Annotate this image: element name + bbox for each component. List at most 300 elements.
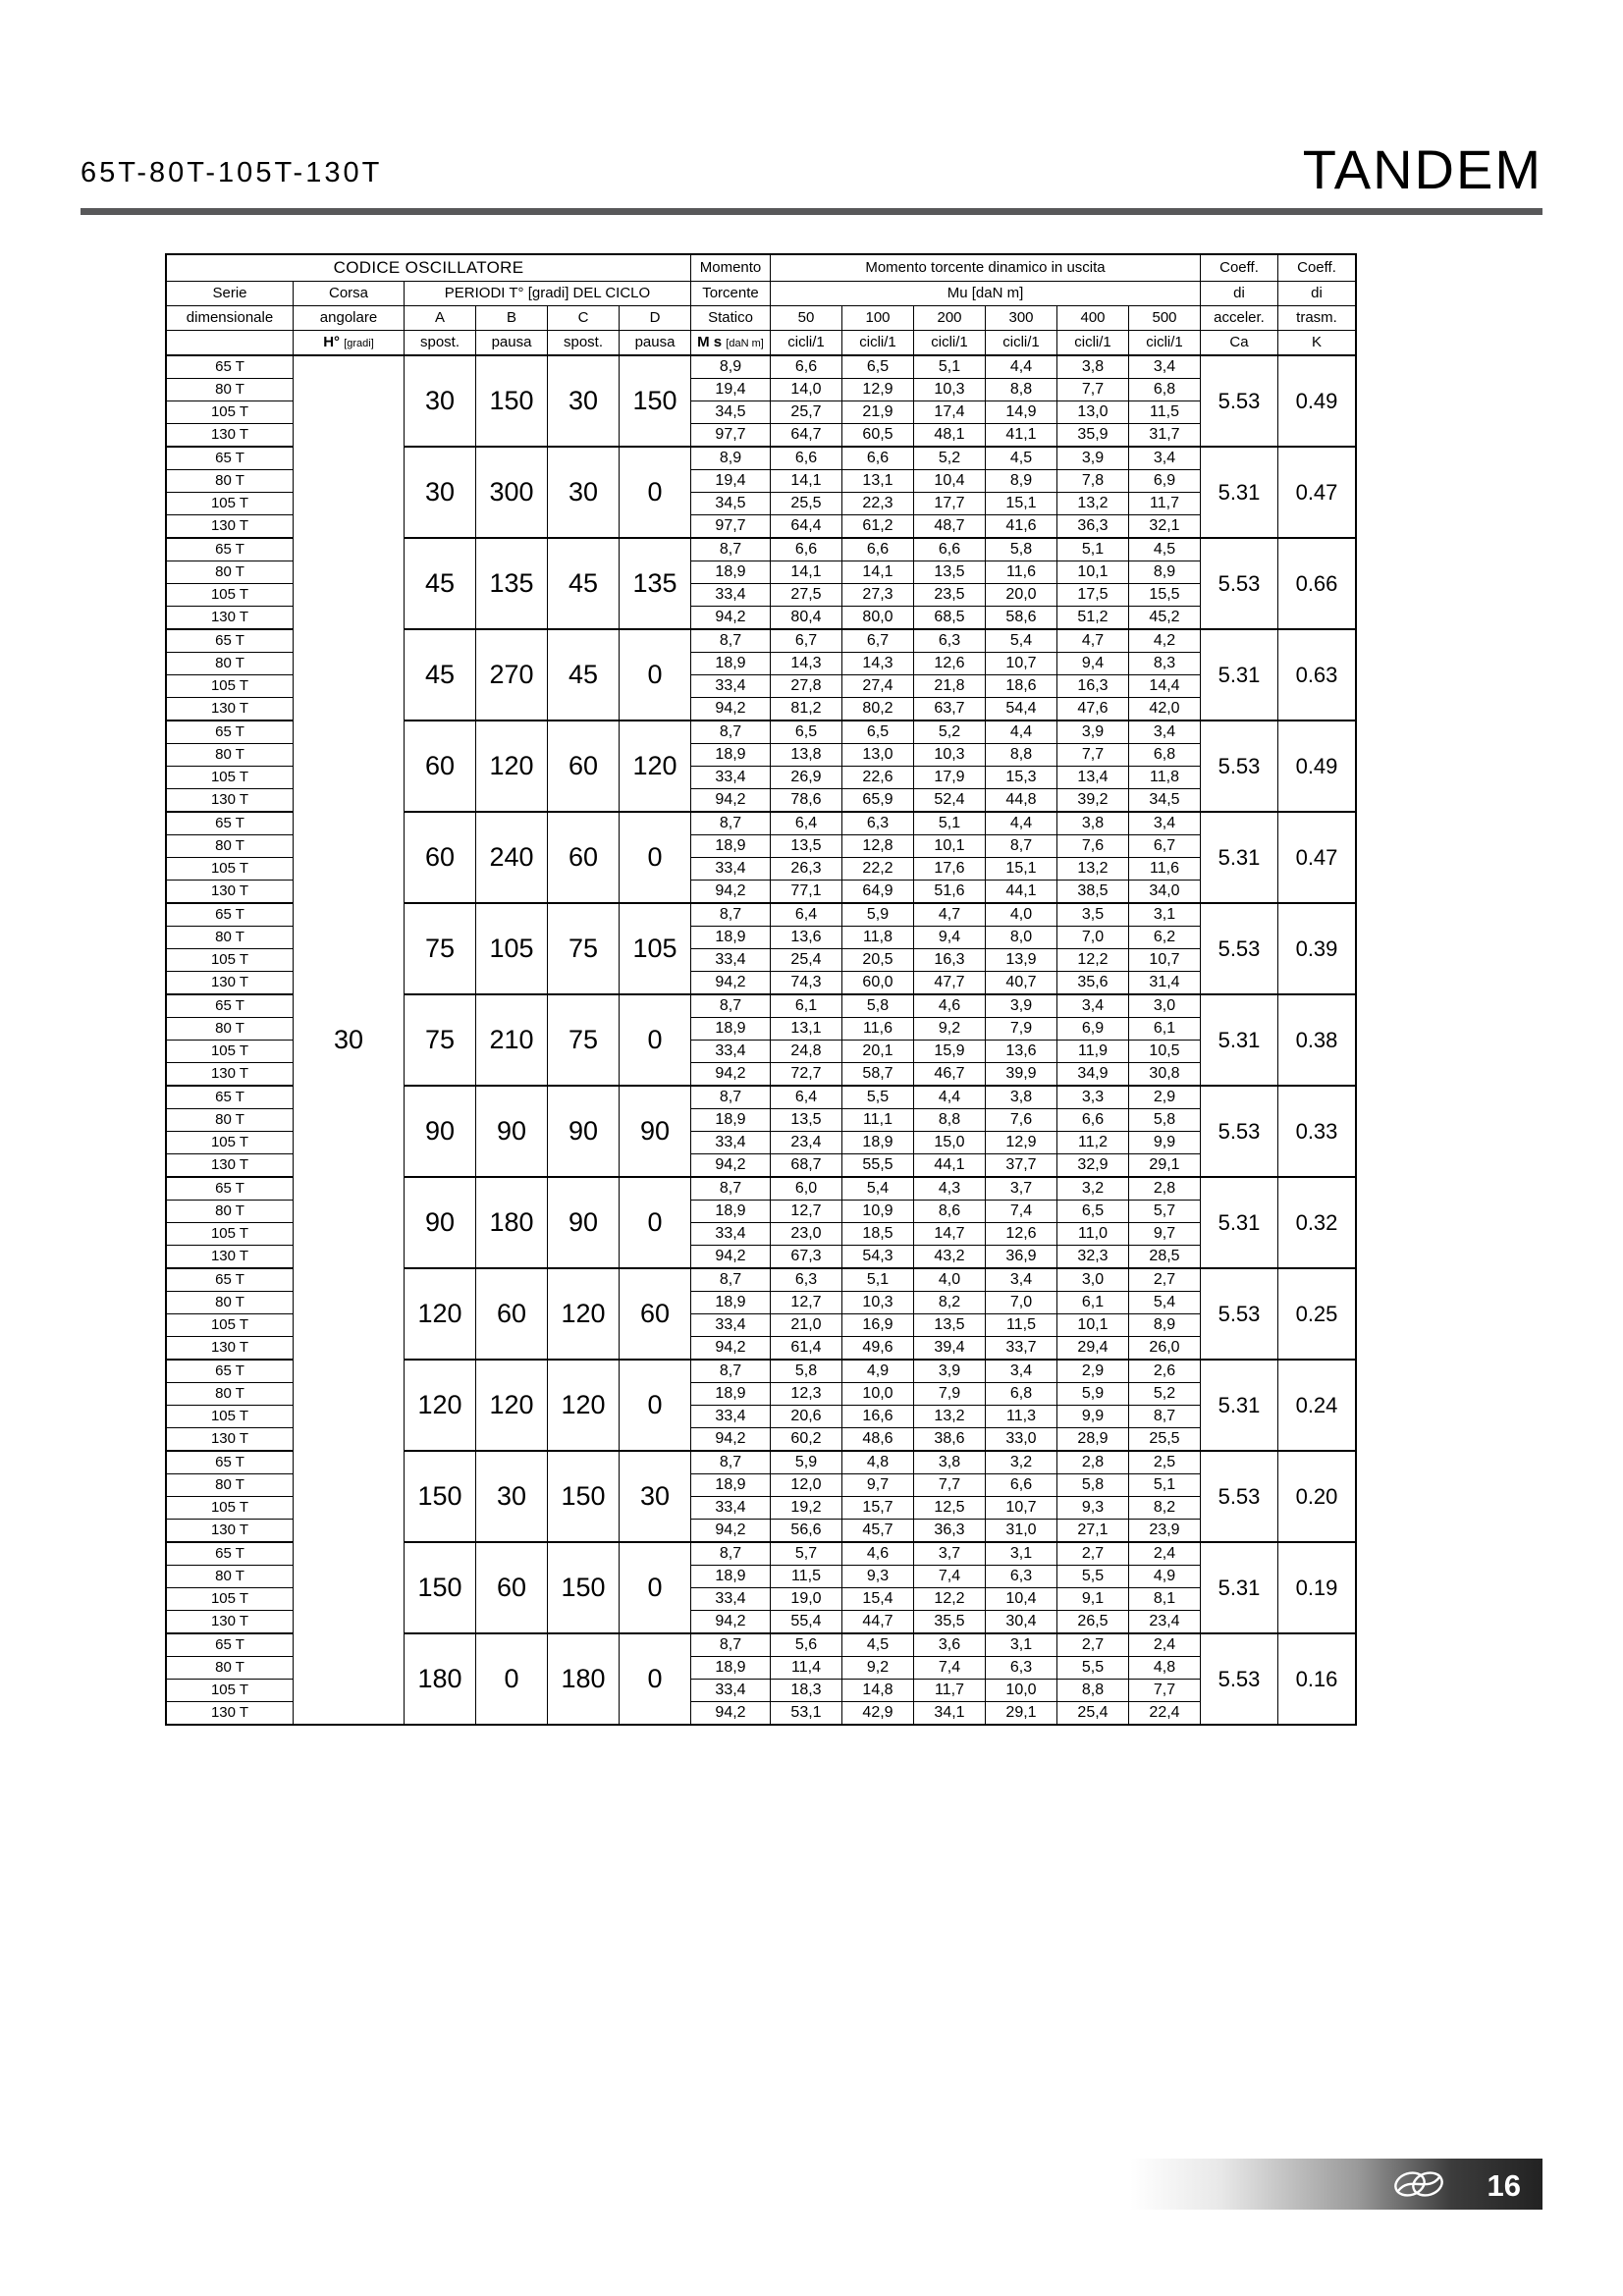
cell-mu-100: 20,1 <box>842 1041 914 1063</box>
cell-mu-300: 44,1 <box>986 881 1057 904</box>
cell-mu-300: 41,1 <box>986 424 1057 448</box>
cell-momento-statico: 8,9 <box>691 447 771 470</box>
cell-mu-50: 18,3 <box>771 1680 842 1702</box>
cell-mu-100: 9,3 <box>842 1566 914 1588</box>
cell-periodo-a: 30 <box>405 355 476 447</box>
cell-mu-100: 11,8 <box>842 927 914 949</box>
cell-mu-100: 44,7 <box>842 1611 914 1634</box>
cell-mu-500: 10,7 <box>1129 949 1201 972</box>
cell-periodo-d: 0 <box>620 994 691 1086</box>
cell-mu-500: 8,9 <box>1129 561 1201 584</box>
cell-mu-300: 4,5 <box>986 447 1057 470</box>
cell-coeff-accelerazione: 5.53 <box>1201 903 1278 994</box>
cell-mu-400: 5,8 <box>1057 1474 1129 1497</box>
header-mu-100-sub: cicli/1 <box>842 331 914 356</box>
header-corsa-l1: Corsa <box>294 282 405 306</box>
cell-serie: 65 T <box>166 1177 294 1201</box>
cell-mu-100: 5,1 <box>842 1268 914 1292</box>
cell-periodo-d: 0 <box>620 447 691 538</box>
cell-mu-300: 11,3 <box>986 1406 1057 1428</box>
cell-periodo-a: 30 <box>405 447 476 538</box>
cell-mu-300: 3,7 <box>986 1177 1057 1201</box>
cell-momento-statico: 19,4 <box>691 470 771 493</box>
cell-momento-statico: 94,2 <box>691 1611 771 1634</box>
page-title: 65T-80T-105T-130T <box>81 157 383 188</box>
cell-momento-statico: 18,9 <box>691 835 771 858</box>
cell-mu-50: 6,6 <box>771 538 842 561</box>
cell-mu-50: 6,4 <box>771 812 842 835</box>
cell-mu-100: 14,1 <box>842 561 914 584</box>
cell-periodo-d: 150 <box>620 355 691 447</box>
cell-mu-300: 7,4 <box>986 1201 1057 1223</box>
cell-serie: 65 T <box>166 1542 294 1566</box>
cell-mu-300: 30,4 <box>986 1611 1057 1634</box>
cell-momento-statico: 33,4 <box>691 584 771 607</box>
cell-mu-50: 27,8 <box>771 675 842 698</box>
cell-momento-statico: 18,9 <box>691 927 771 949</box>
cell-momento-statico: 94,2 <box>691 789 771 813</box>
cell-mu-100: 16,9 <box>842 1314 914 1337</box>
cell-mu-300: 11,5 <box>986 1314 1057 1337</box>
cell-periodo-d: 0 <box>620 629 691 721</box>
cell-corsa-angolare: 30 <box>294 355 405 1725</box>
cell-mu-300: 44,8 <box>986 789 1057 813</box>
header-corsa-unit: [gradi] <box>344 338 374 350</box>
cell-mu-50: 78,6 <box>771 789 842 813</box>
header-periodo-a-sub: spost. <box>405 331 476 356</box>
cell-mu-200: 15,9 <box>914 1041 986 1063</box>
header-corsa-l3 <box>294 331 405 356</box>
cell-mu-50: 6,5 <box>771 721 842 744</box>
cell-mu-500: 28,5 <box>1129 1246 1201 1269</box>
cell-mu-100: 60,0 <box>842 972 914 995</box>
header-mu-group <box>771 282 1201 306</box>
header-mu-200-sub: cicli/1 <box>914 331 986 356</box>
cell-momento-statico: 8,9 <box>691 355 771 379</box>
cell-mu-50: 6,7 <box>771 629 842 653</box>
cell-mu-300: 33,7 <box>986 1337 1057 1361</box>
cell-mu-400: 35,9 <box>1057 424 1129 448</box>
cell-mu-50: 5,8 <box>771 1360 842 1383</box>
cell-serie: 80 T <box>166 1292 294 1314</box>
cell-mu-200: 9,4 <box>914 927 986 949</box>
cell-periodo-d: 120 <box>620 721 691 812</box>
cell-periodo-c: 45 <box>548 538 620 629</box>
cell-coeff-trasmissione: 0.19 <box>1278 1542 1357 1633</box>
cell-mu-50: 5,6 <box>771 1633 842 1657</box>
cell-mu-200: 36,3 <box>914 1520 986 1543</box>
cell-serie: 130 T <box>166 881 294 904</box>
cell-mu-500: 31,4 <box>1129 972 1201 995</box>
cell-mu-300: 15,1 <box>986 858 1057 881</box>
cell-periodo-d: 30 <box>620 1451 691 1542</box>
cell-mu-50: 72,7 <box>771 1063 842 1087</box>
cell-coeff-accelerazione: 5.53 <box>1201 1268 1278 1360</box>
cell-coeff-trasmissione: 0.20 <box>1278 1451 1357 1542</box>
cell-periodo-b: 240 <box>476 812 548 903</box>
cell-mu-500: 3,1 <box>1129 903 1201 927</box>
cell-mu-500: 34,5 <box>1129 789 1201 813</box>
cell-mu-500: 3,0 <box>1129 994 1201 1018</box>
cell-mu-300: 6,3 <box>986 1657 1057 1680</box>
cell-serie: 105 T <box>166 401 294 424</box>
cell-mu-50: 61,4 <box>771 1337 842 1361</box>
cell-mu-400: 6,1 <box>1057 1292 1129 1314</box>
cell-periodo-b: 180 <box>476 1177 548 1268</box>
header-mu-500: 500 <box>1129 306 1201 331</box>
cell-mu-400: 51,2 <box>1057 607 1129 630</box>
cell-mu-50: 6,1 <box>771 994 842 1018</box>
cell-mu-500: 5,2 <box>1129 1383 1201 1406</box>
cell-momento-statico: 18,9 <box>691 1657 771 1680</box>
cell-serie: 105 T <box>166 675 294 698</box>
cell-mu-200: 7,4 <box>914 1657 986 1680</box>
cell-momento-statico: 18,9 <box>691 1474 771 1497</box>
cell-mu-500: 30,8 <box>1129 1063 1201 1087</box>
cell-mu-300: 20,0 <box>986 584 1057 607</box>
header-mu-50: 50 <box>771 306 842 331</box>
cell-periodo-d: 90 <box>620 1086 691 1177</box>
cell-coeff-accelerazione: 5.31 <box>1201 812 1278 903</box>
header-mu-unit: [daN m] <box>971 285 1024 302</box>
cell-mu-300: 3,1 <box>986 1633 1057 1657</box>
cell-momento-statico: 8,7 <box>691 1086 771 1109</box>
cell-momento-statico: 33,4 <box>691 1680 771 1702</box>
cell-mu-100: 15,4 <box>842 1588 914 1611</box>
cell-mu-200: 17,6 <box>914 858 986 881</box>
cell-mu-200: 12,5 <box>914 1497 986 1520</box>
cell-momento-statico: 18,9 <box>691 561 771 584</box>
cell-mu-500: 31,7 <box>1129 424 1201 448</box>
cell-mu-300: 10,4 <box>986 1588 1057 1611</box>
cell-mu-500: 2,4 <box>1129 1633 1201 1657</box>
cell-mu-500: 34,0 <box>1129 881 1201 904</box>
page-number: 16 <box>1487 2168 1521 2203</box>
cell-mu-300: 4,4 <box>986 812 1057 835</box>
cell-coeff-trasmissione: 0.49 <box>1278 721 1357 812</box>
cell-mu-100: 14,8 <box>842 1680 914 1702</box>
cell-mu-200: 5,1 <box>914 812 986 835</box>
cell-mu-200: 3,6 <box>914 1633 986 1657</box>
cell-mu-500: 3,4 <box>1129 721 1201 744</box>
cell-serie: 105 T <box>166 1132 294 1154</box>
cell-serie: 130 T <box>166 1611 294 1634</box>
cell-mu-500: 6,9 <box>1129 470 1201 493</box>
cell-mu-300: 29,1 <box>986 1702 1057 1726</box>
cell-mu-50: 55,4 <box>771 1611 842 1634</box>
cell-mu-200: 44,1 <box>914 1154 986 1178</box>
cell-mu-50: 12,3 <box>771 1383 842 1406</box>
cell-mu-50: 14,3 <box>771 653 842 675</box>
cell-mu-500: 15,5 <box>1129 584 1201 607</box>
cell-mu-200: 43,2 <box>914 1246 986 1269</box>
cell-momento-statico: 18,9 <box>691 1201 771 1223</box>
cell-mu-400: 17,5 <box>1057 584 1129 607</box>
cell-serie: 65 T <box>166 812 294 835</box>
header-row-1 <box>166 254 1356 282</box>
table-body <box>166 355 1356 1725</box>
cell-serie: 130 T <box>166 972 294 995</box>
cell-mu-400: 3,9 <box>1057 721 1129 744</box>
cell-mu-100: 15,7 <box>842 1497 914 1520</box>
cell-mu-100: 5,5 <box>842 1086 914 1109</box>
cell-periodo-a: 180 <box>405 1633 476 1725</box>
cell-mu-100: 22,3 <box>842 493 914 515</box>
cell-mu-100: 10,9 <box>842 1201 914 1223</box>
cell-mu-100: 55,5 <box>842 1154 914 1178</box>
cell-serie: 80 T <box>166 1657 294 1680</box>
cell-periodo-b: 135 <box>476 538 548 629</box>
cell-periodo-c: 45 <box>548 629 620 721</box>
cell-mu-200: 3,9 <box>914 1360 986 1383</box>
cell-mu-100: 6,3 <box>842 812 914 835</box>
cell-coeff-accelerazione: 5.31 <box>1201 994 1278 1086</box>
cell-coeff-trasmissione: 0.47 <box>1278 447 1357 538</box>
cell-mu-500: 2,6 <box>1129 1360 1201 1383</box>
cell-mu-500: 3,4 <box>1129 355 1201 379</box>
header-momento-dinamico: Momento torcente dinamico in uscita <box>771 254 1201 282</box>
header-mu-50-sub: cicli/1 <box>771 331 842 356</box>
cell-coeff-trasmissione: 0.39 <box>1278 903 1357 994</box>
cell-mu-100: 13,0 <box>842 744 914 767</box>
cell-mu-100: 9,7 <box>842 1474 914 1497</box>
cell-mu-400: 9,1 <box>1057 1588 1129 1611</box>
cell-mu-400: 6,6 <box>1057 1109 1129 1132</box>
cell-serie: 105 T <box>166 1497 294 1520</box>
cell-momento-statico: 8,7 <box>691 1633 771 1657</box>
header-mu-400-sub: cicli/1 <box>1057 331 1129 356</box>
cell-coeff-trasmissione: 0.47 <box>1278 812 1357 903</box>
cell-mu-200: 8,2 <box>914 1292 986 1314</box>
cell-mu-100: 22,2 <box>842 858 914 881</box>
cell-mu-200: 17,9 <box>914 767 986 789</box>
cell-periodo-a: 75 <box>405 903 476 994</box>
cell-mu-100: 21,9 <box>842 401 914 424</box>
cell-momento-statico: 18,9 <box>691 1383 771 1406</box>
cell-coeff-accelerazione: 5.31 <box>1201 1360 1278 1451</box>
cell-periodo-c: 90 <box>548 1177 620 1268</box>
header-rule <box>81 208 1542 215</box>
cell-serie: 105 T <box>166 1223 294 1246</box>
header-coeff-acc-l2: di <box>1201 282 1278 306</box>
cell-mu-100: 4,9 <box>842 1360 914 1383</box>
cell-momento-statico: 18,9 <box>691 744 771 767</box>
cell-mu-500: 23,4 <box>1129 1611 1201 1634</box>
cell-mu-300: 7,0 <box>986 1292 1057 1314</box>
cell-mu-100: 10,0 <box>842 1383 914 1406</box>
cell-mu-100: 11,1 <box>842 1109 914 1132</box>
cell-mu-50: 60,2 <box>771 1428 842 1452</box>
cell-momento-statico: 94,2 <box>691 1154 771 1178</box>
cell-mu-500: 45,2 <box>1129 607 1201 630</box>
cell-mu-50: 68,7 <box>771 1154 842 1178</box>
cell-serie: 65 T <box>166 721 294 744</box>
cell-mu-200: 6,3 <box>914 629 986 653</box>
header-periodo-a: A <box>405 306 476 331</box>
cell-mu-200: 12,2 <box>914 1588 986 1611</box>
cell-coeff-trasmissione: 0.38 <box>1278 994 1357 1086</box>
cell-mu-200: 39,4 <box>914 1337 986 1361</box>
cell-mu-200: 13,5 <box>914 561 986 584</box>
cell-mu-500: 23,9 <box>1129 1520 1201 1543</box>
cell-mu-100: 6,6 <box>842 447 914 470</box>
cell-mu-100: 5,9 <box>842 903 914 927</box>
cell-mu-400: 4,7 <box>1057 629 1129 653</box>
cell-mu-300: 7,9 <box>986 1018 1057 1041</box>
cell-mu-400: 9,3 <box>1057 1497 1129 1520</box>
cell-mu-300: 4,4 <box>986 355 1057 379</box>
cell-mu-500: 29,1 <box>1129 1154 1201 1178</box>
cell-periodo-b: 210 <box>476 994 548 1086</box>
cell-coeff-trasmissione: 0.33 <box>1278 1086 1357 1177</box>
cell-mu-50: 25,5 <box>771 493 842 515</box>
cell-momento-statico: 33,4 <box>691 1497 771 1520</box>
cell-mu-100: 64,9 <box>842 881 914 904</box>
cell-periodo-c: 120 <box>548 1268 620 1360</box>
cell-mu-50: 5,9 <box>771 1451 842 1474</box>
cell-mu-400: 3,8 <box>1057 355 1129 379</box>
header-ms-unit: [daN m] <box>726 338 764 350</box>
cell-mu-400: 7,8 <box>1057 470 1129 493</box>
cell-mu-50: 6,6 <box>771 355 842 379</box>
cell-mu-50: 13,8 <box>771 744 842 767</box>
cell-coeff-trasmissione: 0.32 <box>1278 1177 1357 1268</box>
cell-momento-statico: 8,7 <box>691 1451 771 1474</box>
cell-mu-400: 12,2 <box>1057 949 1129 972</box>
cell-mu-50: 13,5 <box>771 835 842 858</box>
cell-mu-50: 19,2 <box>771 1497 842 1520</box>
cell-mu-50: 74,3 <box>771 972 842 995</box>
cell-mu-500: 2,7 <box>1129 1268 1201 1292</box>
cell-mu-50: 64,7 <box>771 424 842 448</box>
table-row <box>166 355 1356 379</box>
cell-serie: 105 T <box>166 1588 294 1611</box>
cell-momento-statico: 33,4 <box>691 1314 771 1337</box>
cell-mu-400: 25,4 <box>1057 1702 1129 1726</box>
cell-momento-statico: 94,2 <box>691 607 771 630</box>
cell-mu-300: 4,4 <box>986 721 1057 744</box>
cell-mu-400: 11,2 <box>1057 1132 1129 1154</box>
cell-mu-200: 47,7 <box>914 972 986 995</box>
cell-mu-100: 14,3 <box>842 653 914 675</box>
cell-serie: 80 T <box>166 1109 294 1132</box>
cell-mu-400: 27,1 <box>1057 1520 1129 1543</box>
cell-mu-200: 38,6 <box>914 1428 986 1452</box>
cell-momento-statico: 18,9 <box>691 1109 771 1132</box>
cell-serie: 105 T <box>166 1406 294 1428</box>
cell-mu-300: 5,8 <box>986 538 1057 561</box>
cell-mu-200: 4,0 <box>914 1268 986 1292</box>
cell-mu-500: 4,8 <box>1129 1657 1201 1680</box>
cell-mu-100: 61,2 <box>842 515 914 539</box>
cell-mu-400: 28,9 <box>1057 1428 1129 1452</box>
cell-periodo-c: 75 <box>548 903 620 994</box>
cell-mu-300: 10,7 <box>986 653 1057 675</box>
cell-periodo-b: 60 <box>476 1268 548 1360</box>
cell-mu-300: 36,9 <box>986 1246 1057 1269</box>
cell-momento-statico: 8,7 <box>691 994 771 1018</box>
cell-mu-100: 49,6 <box>842 1337 914 1361</box>
cell-serie: 65 T <box>166 903 294 927</box>
cell-mu-500: 11,8 <box>1129 767 1201 789</box>
cell-mu-500: 5,7 <box>1129 1201 1201 1223</box>
cell-mu-500: 3,4 <box>1129 447 1201 470</box>
cell-coeff-accelerazione: 5.53 <box>1201 721 1278 812</box>
cell-mu-500: 8,3 <box>1129 653 1201 675</box>
cell-mu-400: 6,9 <box>1057 1018 1129 1041</box>
cell-mu-300: 6,3 <box>986 1566 1057 1588</box>
cell-serie: 65 T <box>166 355 294 379</box>
cell-mu-400: 35,6 <box>1057 972 1129 995</box>
cell-mu-400: 2,8 <box>1057 1451 1129 1474</box>
cell-mu-200: 52,4 <box>914 789 986 813</box>
cell-mu-200: 5,2 <box>914 721 986 744</box>
cell-mu-500: 32,1 <box>1129 515 1201 539</box>
cell-momento-statico: 94,2 <box>691 1337 771 1361</box>
cell-mu-300: 18,6 <box>986 675 1057 698</box>
cell-mu-400: 3,4 <box>1057 994 1129 1018</box>
cell-periodo-d: 0 <box>620 1360 691 1451</box>
cell-momento-statico: 34,5 <box>691 401 771 424</box>
cell-mu-50: 19,0 <box>771 1588 842 1611</box>
cell-periodo-c: 30 <box>548 355 620 447</box>
cell-serie: 130 T <box>166 1063 294 1087</box>
header-k-symbol: K <box>1278 331 1357 356</box>
cell-mu-50: 53,1 <box>771 1702 842 1726</box>
cell-serie: 130 T <box>166 1154 294 1178</box>
cell-periodo-d: 0 <box>620 1633 691 1725</box>
header-momento-line2: Torcente <box>691 282 771 306</box>
cell-mu-400: 29,4 <box>1057 1337 1129 1361</box>
cell-coeff-trasmissione: 0.16 <box>1278 1633 1357 1725</box>
cell-mu-300: 10,0 <box>986 1680 1057 1702</box>
cell-serie: 80 T <box>166 561 294 584</box>
cell-momento-statico: 18,9 <box>691 1566 771 1588</box>
cell-mu-400: 11,9 <box>1057 1041 1129 1063</box>
cell-coeff-trasmissione: 0.66 <box>1278 538 1357 629</box>
header-corsa-symbol: H° <box>323 334 341 351</box>
cell-mu-200: 5,2 <box>914 447 986 470</box>
cell-mu-100: 18,9 <box>842 1132 914 1154</box>
header-mu-300: 300 <box>986 306 1057 331</box>
cell-mu-50: 11,5 <box>771 1566 842 1588</box>
oscillator-code-table <box>165 253 1357 1726</box>
cell-periodo-d: 0 <box>620 812 691 903</box>
cell-mu-400: 5,5 <box>1057 1657 1129 1680</box>
cell-serie: 105 T <box>166 493 294 515</box>
cell-serie: 105 T <box>166 584 294 607</box>
cell-periodo-a: 120 <box>405 1360 476 1451</box>
cell-periodo-a: 45 <box>405 538 476 629</box>
cell-mu-200: 21,8 <box>914 675 986 698</box>
cell-mu-400: 3,2 <box>1057 1177 1129 1201</box>
cell-momento-statico: 18,9 <box>691 1292 771 1314</box>
cell-momento-statico: 33,4 <box>691 1223 771 1246</box>
cell-periodo-c: 75 <box>548 994 620 1086</box>
header-row-4 <box>166 331 1356 356</box>
cell-periodo-a: 60 <box>405 721 476 812</box>
cell-mu-500: 10,5 <box>1129 1041 1201 1063</box>
cell-mu-50: 24,8 <box>771 1041 842 1063</box>
cell-mu-500: 6,2 <box>1129 927 1201 949</box>
cell-serie: 130 T <box>166 1520 294 1543</box>
cell-mu-300: 13,9 <box>986 949 1057 972</box>
cell-mu-50: 26,9 <box>771 767 842 789</box>
cell-mu-300: 41,6 <box>986 515 1057 539</box>
cell-momento-statico: 8,7 <box>691 903 771 927</box>
header-mu-100: 100 <box>842 306 914 331</box>
cell-momento-statico: 97,7 <box>691 515 771 539</box>
